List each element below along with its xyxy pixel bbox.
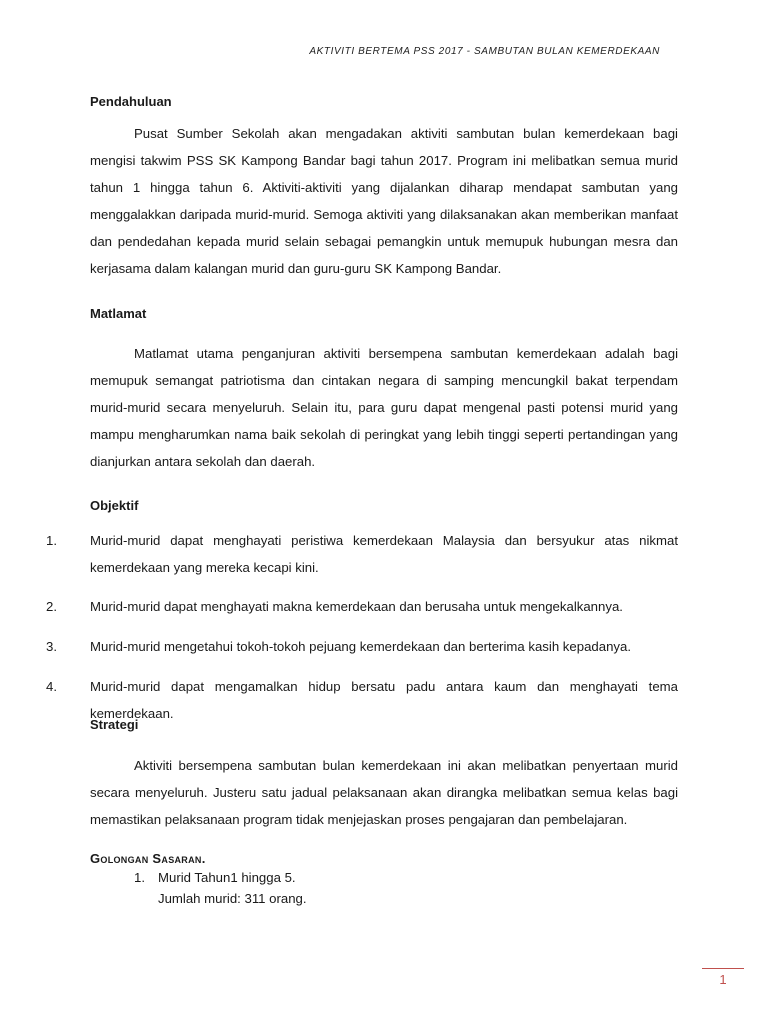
heading-objektif: Objektif bbox=[90, 498, 139, 513]
objective-number: 1. bbox=[46, 533, 57, 548]
objective-number: 2. bbox=[46, 599, 57, 614]
paragraph-matlamat-text: Matlamat utama penganjuran aktiviti bersempena sambutan kemerdekaan adalah bagi memupuk semangat patriotisma dan cintakan negara di samping mencungkil bakat terpendam murid-murid secara menyeluruh. Selain itu, para guru dapat mengenal pasti potensi murid yang mampu mengharumkan nama baik sekolah di peringkat yang lebih tinggi seperti pertandingan yang dianjurkan antara sekolah dan daerah. bbox=[90, 346, 678, 469]
target-group-item-1 bbox=[134, 867, 307, 909]
heading-matlamat: Matlamat bbox=[90, 306, 147, 321]
target-group-line-2: Jumlah murid: 311 orang. bbox=[158, 891, 307, 906]
objective-number: 4. bbox=[46, 679, 57, 694]
objective-text: Murid-murid dapat menghayati peristiwa kemerdekaan Malaysia dan bersyukur atas nikmat kemerdekaan yang mereka kecapi kini. bbox=[90, 533, 678, 575]
objective-number: 3. bbox=[46, 639, 57, 654]
objective-text: Murid-murid dapat menghayati makna kemerdekaan dan berusaha untuk mengekalkannya. bbox=[90, 599, 623, 614]
objective-text: Murid-murid dapat mengamalkan hidup bersatu padu antara kaum dan menghayati tema kemerdekaan. bbox=[90, 679, 678, 721]
heading-strategi: Strategi bbox=[90, 717, 139, 732]
page-number: 1 bbox=[719, 972, 727, 987]
target-group-line-1: Murid Tahun1 hingga 5. bbox=[158, 870, 296, 885]
objective-text: Murid-murid mengetahui tokoh-tokoh pejuang kemerdekaan dan berterima kasih kepadanya. bbox=[90, 639, 632, 654]
running-header: AKTIVITI BERTEMA PSS 2017 - SAMBUTAN BULAN KEMERDEKAAN bbox=[309, 46, 660, 57]
heading-pendahuluan: Pendahuluan bbox=[90, 94, 172, 109]
paragraph-pendahuluan-text: Pusat Sumber Sekolah akan mengadakan aktiviti sambutan bulan kemerdekaan bagi mengisi takwim PSS SK Kampong Bandar bagi tahun 2017. Program ini melibatkan semua murid tahun 1 hingga tahun 6. Aktiviti-aktiviti yang dijalankan diharap mendapat sambutan yang menggalakkan daripada murid-murid. Semoga aktiviti yang dilaksanakan akan memberikan manfaat dan pendedahan kepada murid selain sebagai pemangkin untuk memupuk hubungan mesra dan kerjasama dalam kalangan murid dan guru-guru SK Kampong Bandar. bbox=[90, 126, 678, 276]
paragraph-matlamat bbox=[90, 340, 678, 475]
paragraph-strategi-text: Aktiviti bersempena sambutan bulan kemerdekaan ini akan melibatkan penyertaan murid secara menyeluruh. Justeru satu jadual pelaksanaan akan dirangka melibatkan semua kelas bagi memastikan pelaksanaan program tidak menjejaskan proses pengajaran dan pembelajaran. bbox=[90, 758, 678, 827]
heading-golongan-sasaran: Golongan Sasaran. bbox=[90, 851, 206, 866]
footer-rule bbox=[702, 968, 744, 969]
paragraph-pendahuluan bbox=[90, 120, 678, 282]
paragraph-strategi bbox=[90, 752, 678, 833]
target-group-number: 1. bbox=[134, 870, 145, 885]
